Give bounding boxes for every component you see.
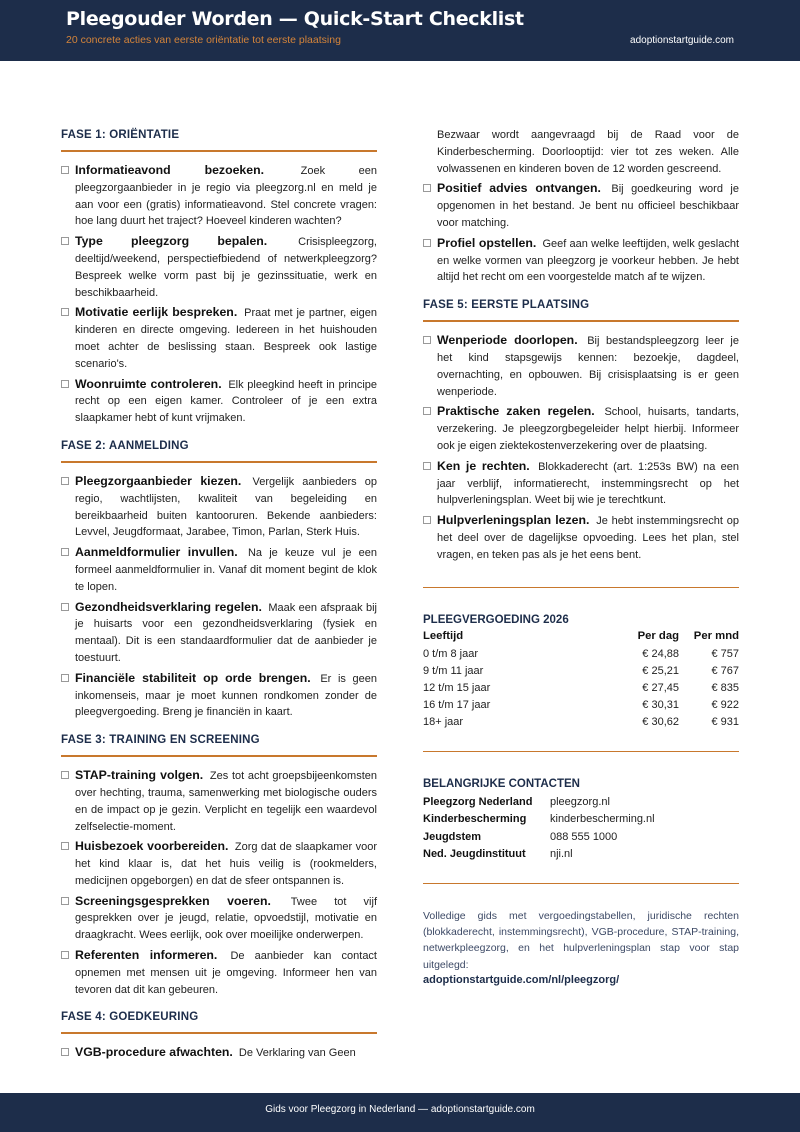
rate-month: € 922 xyxy=(711,699,739,712)
checkbox[interactable] xyxy=(423,336,431,344)
item-text: Twee tot vijf gesprekken over je jeugd, relatie, opvoedstijl, motivatie en draagkracht. Wees eerlijk, ook over moeilijke onderwerpen. xyxy=(75,895,377,942)
item-text: Maak een afspraak bij je huisarts voor een gezondheidsverklaring (fysiek en mentaal). Dit is een standaardformulier dat de aanbieder je toestuurt. xyxy=(75,601,377,664)
item-text: Blokkaderecht (art. 1:253s BW) na een jaar verblijf, informatierecht, instemmingsrecht op het hulpverleningsplan. Weet bij wie je terechtkunt. xyxy=(437,460,739,507)
rates-header-day: Per dag xyxy=(637,629,679,642)
phase-1-title: FASE 1: ORIËNTATIE xyxy=(61,129,377,152)
rates-title: PLEEGVERGOEDING 2026 xyxy=(423,613,569,626)
rate-age: 16 t/m 17 jaar xyxy=(423,699,491,712)
item-text: Zoek een pleegzorgaanbieder in je regio via pleegzorg.nl en meld je aan voor een (gratis) informatieavond. Stel concrete vragen: hoe lang duurt het traject? Hoeveel kinderen wachten? xyxy=(75,165,377,228)
checkbox[interactable] xyxy=(61,166,69,174)
table-row xyxy=(423,663,739,680)
contact-name: Jeugdstem xyxy=(423,830,482,843)
checklist-item[interactable] xyxy=(423,180,739,231)
closing-link[interactable]: adoptionstartguide.com/nl/pleegzorg/ xyxy=(423,973,620,986)
item-text: Bij bestandspleegzorg leer je het kind stapsgewijs kennen: bezoekje, dagdeel, overnachting, en opbouwen. Bij crisisplaatsing is er geen wenperiode. xyxy=(437,335,739,398)
checklist-item[interactable] xyxy=(423,458,739,509)
item-text: De aanbieder kan contact opnemen met mensen uit je omgeving. Informeer hen van tevoren dat dit kan gebeuren. xyxy=(75,950,377,996)
checklist-item[interactable] xyxy=(61,1044,377,1062)
item-lead: Gezondheidsverklaring regelen. xyxy=(75,599,262,614)
table-row xyxy=(423,697,739,714)
rates-header-age: Leeftijd xyxy=(423,629,464,642)
checklist-item[interactable] xyxy=(423,512,739,563)
checkbox[interactable] xyxy=(423,184,431,192)
checklist-item[interactable] xyxy=(61,162,377,230)
rate-day: € 24,88 xyxy=(642,648,679,661)
rate-age: 9 t/m 11 jaar xyxy=(423,665,484,678)
checkbox[interactable] xyxy=(61,674,69,682)
phase-5-title: FASE 5: EERSTE PLAATSING xyxy=(423,299,739,322)
item-text: Zes tot acht groepsbijeenkomsten over hechting, trauma, samenwerking met biologische ouders en de impact op je gezin. Verplicht en tegelijk een waardevol zelfselectie-moment. xyxy=(75,770,378,833)
table-row xyxy=(423,646,739,663)
item-lead: Aanmeldformulier invullen. xyxy=(75,545,238,560)
item-text: Bij goedkeuring word je opgenomen in het bestand. Je bent nu officieel beschikbaar voor matching. xyxy=(437,183,739,229)
item-lead: Positief advies ontvangen. xyxy=(437,181,601,196)
item-lead: Profiel opstellen. xyxy=(437,235,537,250)
checkbox[interactable] xyxy=(423,462,431,470)
contact-value[interactable]: 088 555 1000 xyxy=(550,830,618,843)
checkbox[interactable] xyxy=(423,239,431,247)
checklist-item[interactable] xyxy=(61,544,377,595)
checkbox[interactable] xyxy=(61,308,69,316)
item-lead: Informatieavond bezoeken. xyxy=(75,163,265,177)
checklist-item[interactable] xyxy=(61,304,377,372)
checkbox[interactable] xyxy=(61,951,69,959)
checkbox[interactable] xyxy=(61,237,69,245)
checkbox[interactable] xyxy=(423,407,431,415)
table-row xyxy=(423,714,739,731)
item-text: Na je keuze vul je een formeel aanmeldformulier in. Vanaf dit moment begint de klok te lopen. xyxy=(75,547,378,593)
checklist-item[interactable] xyxy=(61,599,377,667)
table-row xyxy=(423,680,739,697)
contacts-table xyxy=(423,794,655,863)
rate-day: € 30,62 xyxy=(642,716,679,729)
checklist-item[interactable] xyxy=(61,947,377,998)
table-row xyxy=(423,828,655,845)
contact-name: Ned. Jeugdinstituut xyxy=(423,848,526,861)
checkbox[interactable] xyxy=(61,380,69,388)
item-text: Praat met je partner, eigen kinderen en directe omgeving. Iedereen in het huishouden moet achter de beslissing staan. Bespreek ook lastige scenario's. xyxy=(75,307,377,370)
checklist-item[interactable] xyxy=(61,233,377,301)
item-text: School, huisarts, tandarts, verzekering. Je pleegzorgbegeleider helpt hierbij. Informeer ook je eigen ziektekostenverzekering over de plaatsing. xyxy=(437,406,739,452)
right-column xyxy=(423,127,739,986)
contact-value[interactable]: kinderbescherming.nl xyxy=(550,813,655,826)
item-lead: Ken je rechten. xyxy=(437,458,530,473)
rates-header-month: Per mnd xyxy=(693,629,739,642)
checkbox[interactable] xyxy=(61,771,69,779)
checkbox[interactable] xyxy=(61,842,69,850)
item-lead: Referenten informeren. xyxy=(75,948,218,963)
phase-4-title: FASE 4: GOEDKEURING xyxy=(61,1011,377,1034)
checklist-item[interactable] xyxy=(61,838,377,889)
item-text: Je hebt instemmingsrecht op het deel over de dagelijkse opvoeding. Lees het plan, stel vragen, en teken pas als je het eens bent. xyxy=(437,515,739,561)
rate-day: € 30,31 xyxy=(642,699,679,712)
item-lead: Pleegzorgaanbieder kiezen. xyxy=(75,473,242,488)
checklist-item[interactable] xyxy=(423,332,739,400)
header-site-link[interactable]: adoptionstartguide.com xyxy=(630,35,734,46)
rate-age: 18+ jaar xyxy=(423,716,464,729)
page-footer xyxy=(0,1093,800,1132)
contacts-title: BELANGRIJKE CONTACTEN xyxy=(423,777,580,790)
rate-day: € 25,21 xyxy=(642,665,679,678)
checkbox[interactable] xyxy=(61,1048,69,1056)
item-lead: Praktische zaken regelen. xyxy=(437,404,595,419)
rate-age: 0 t/m 8 jaar xyxy=(423,648,479,661)
rate-month: € 835 xyxy=(711,682,739,695)
left-column xyxy=(61,127,377,1065)
checklist-item[interactable] xyxy=(61,473,377,541)
footer-text: Gids voor Pleegzorg in Nederland — adoptionstartguide.com xyxy=(265,1104,535,1115)
checklist-item[interactable] xyxy=(61,893,377,944)
item-text: De Verklaring van Geen xyxy=(238,1047,356,1060)
phase-2-title: FASE 2: AANMELDING xyxy=(61,440,377,463)
closing-text: Volledige gids met vergoedingstabellen, juridische rechten (blokkaderecht, instemmingsrecht), VGB-procedure, STAP-training, netwerkpleegzorg, en het hulpverleningsplan stap voor stap uitgelegd: xyxy=(423,909,739,971)
checklist-item[interactable] xyxy=(423,235,739,286)
phase-3-title: FASE 3: TRAINING EN SCREENING xyxy=(61,734,377,757)
item-text: Elk pleegkind heeft in principe recht op een eigen kamer. Controleer of je een extra slaapkamer hebt of kunt vrijmaken. xyxy=(75,378,378,425)
item-lead: Type pleegzorg bepalen. xyxy=(75,234,268,249)
item-lead: VGB-procedure afwachten. xyxy=(75,1045,233,1060)
item-text: Crisispleegzorg, deeltijd/weekend, perspectiefbiedend of netwerkpleegzorg? Bespreek welke vorm past bij je gezinssituatie, werk en beschikbaarheid. xyxy=(75,236,377,299)
checklist-item[interactable] xyxy=(423,403,739,454)
item-lead: Huisbezoek voorbereiden. xyxy=(75,839,229,854)
item-lead: Financiële stabiliteit op orde brengen. xyxy=(75,670,311,685)
contact-name: Kinderbescherming xyxy=(423,813,527,826)
rate-day: € 27,45 xyxy=(642,682,679,695)
item-lead: Screeningsgesprekken voeren. xyxy=(75,893,271,908)
table-row xyxy=(423,794,655,811)
rate-month: € 767 xyxy=(711,665,739,678)
page-header xyxy=(0,0,800,61)
item-lead: STAP-training volgen. xyxy=(75,768,204,783)
contact-name: Pleegzorg Nederland xyxy=(423,796,533,809)
table-row xyxy=(423,811,655,828)
checklist-item[interactable] xyxy=(61,376,377,427)
rates-table xyxy=(423,630,739,731)
contact-value[interactable]: nji.nl xyxy=(550,848,573,861)
rate-month: € 931 xyxy=(711,716,739,729)
item-continuation: Bezwaar wordt aangevraagd bij de Raad voor de Kinderbescherming. Doorlooptijd: vier tot zes weken. Alle volwassenen en kinderen boven de 12 worden gescreend. xyxy=(437,129,739,175)
contact-value[interactable]: pleegzorg.nl xyxy=(550,796,610,809)
page-subtitle: 20 concrete acties van eerste oriëntatie tot eerste plaatsing xyxy=(66,34,341,46)
rate-age: 12 t/m 15 jaar xyxy=(423,682,491,695)
table-row xyxy=(423,845,655,862)
item-text: Vergelijk aanbieders op regio, wachtlijsten, kwaliteit van begeleiding en bereikbaarheid buiten kantooruren. Bekende aanbieders: Levvel, Jeugdformaat, Jarabee, Timon, Parlan, Sterk Huis. xyxy=(75,475,377,539)
item-lead: Woonruimte controleren. xyxy=(75,376,222,391)
item-lead: Wenperiode doorlopen. xyxy=(437,333,578,348)
checkbox[interactable] xyxy=(423,516,431,524)
checkbox[interactable] xyxy=(61,603,69,611)
checkbox[interactable] xyxy=(61,477,69,485)
item-text: Zorg dat de slaapkamer voor het kind klaar is, dat het huis veilig is (rookmelders, medicijnen opgeborgen) en dat de sfeer ontspannen is. xyxy=(75,841,377,887)
checklist-item[interactable] xyxy=(61,767,377,835)
page-title: Pleegouder Worden — Quick-Start Checklist xyxy=(66,8,524,30)
checkbox[interactable] xyxy=(61,548,69,556)
checklist-item[interactable] xyxy=(61,670,377,721)
item-text: Er is geen inkomenseis, maar je moet kunnen rondkomen zonder de pleegvergoeding. Breng je financiën in kaart. xyxy=(75,672,378,719)
checkbox[interactable] xyxy=(61,897,69,905)
rate-month: € 757 xyxy=(711,648,739,661)
item-text: Geef aan welke leeftijden, welk geslacht en welke vormen van pleegzorg je voorkeur hebben. Je hebt altijd het recht om een voorgestelde match af te wijzen. xyxy=(437,237,740,284)
item-lead: Motivatie eerlijk bespreken. xyxy=(75,305,238,320)
item-lead: Hulpverleningsplan lezen. xyxy=(437,513,590,528)
